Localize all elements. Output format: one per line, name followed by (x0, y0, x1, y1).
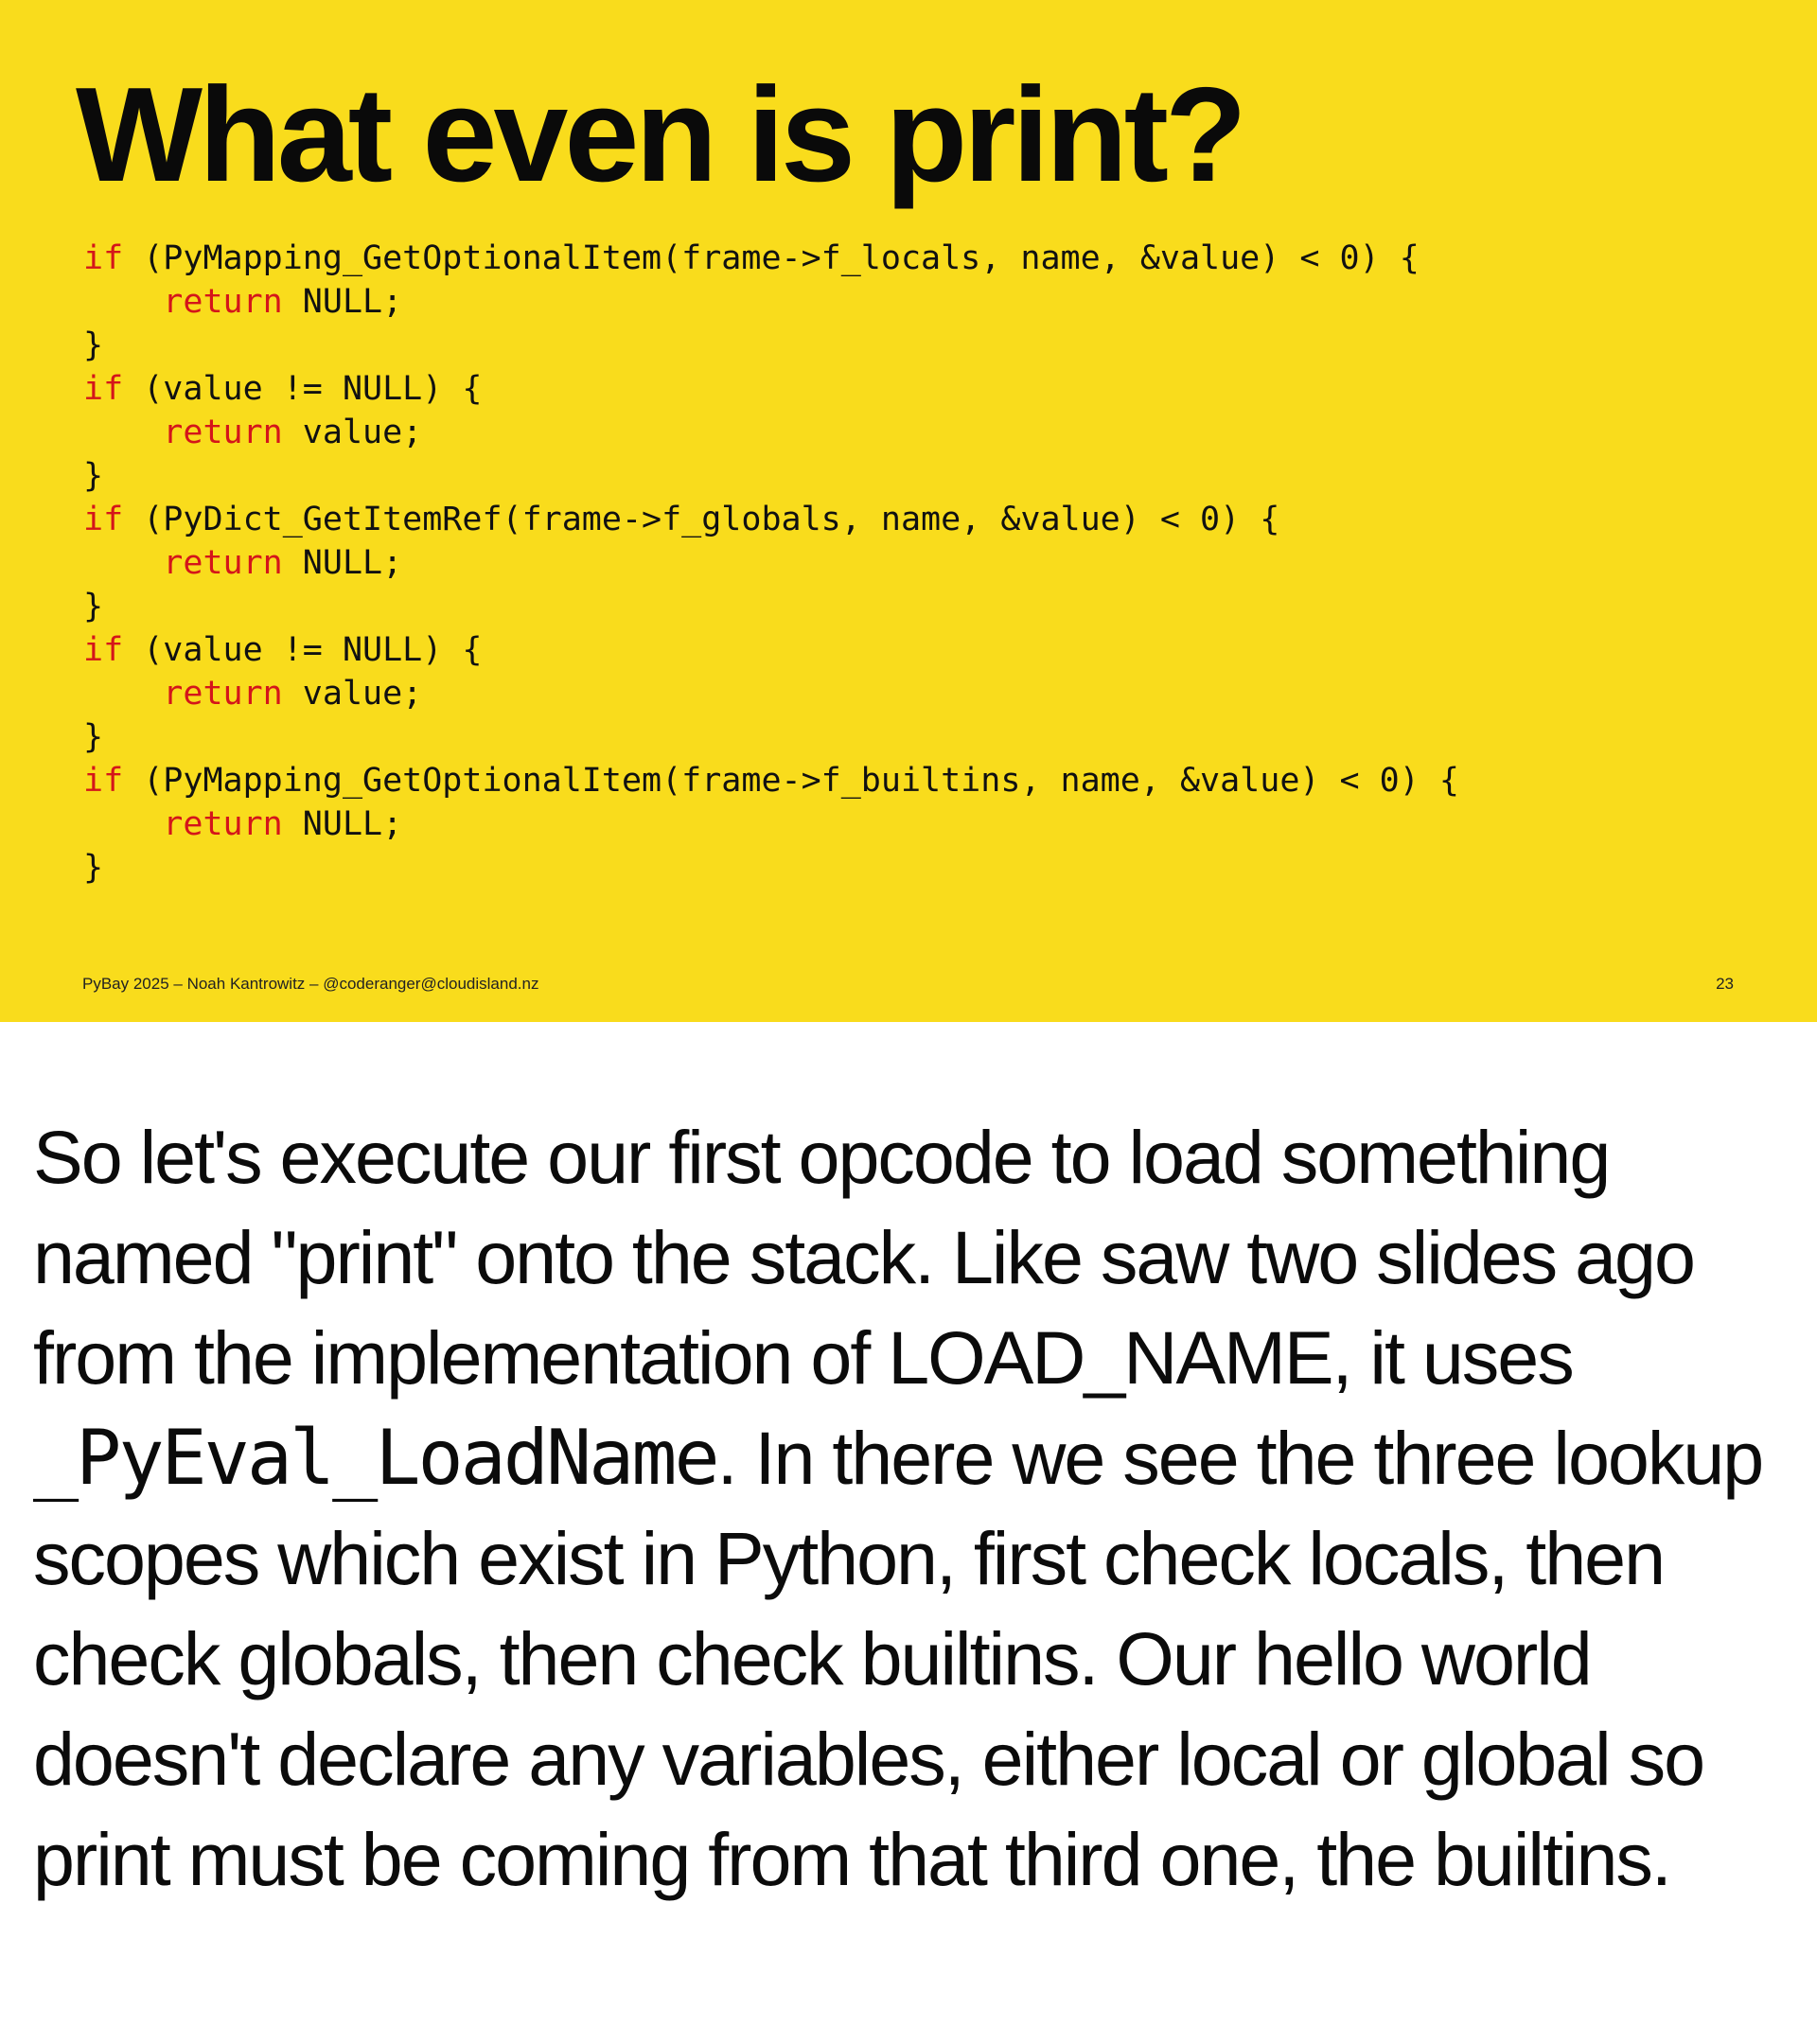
code-keyword: return (163, 283, 283, 321)
code-text: (value != NULL) { (123, 370, 483, 408)
code-text: value; (282, 414, 423, 451)
code-text: } (83, 326, 104, 364)
code-keyword: if (83, 370, 124, 408)
code-text: (PyMapping_GetOptionalItem(frame->f_locals, name, &value) < 0) { (123, 239, 1420, 277)
code-block (83, 237, 1459, 890)
code-text: NULL; (282, 805, 403, 843)
slide-footer: PyBay 2025 – Noah Kantrowitz – @coderanger@cloudisland.nz (82, 975, 539, 993)
code-line (83, 672, 1459, 715)
notes-text-before: So let's execute our first opcode to load something named "print" onto the stack. Like saw two slides ago from the implementation of LOAD_NAME, it uses (33, 1115, 1694, 1400)
code-keyword: return (163, 544, 283, 582)
code-line (83, 367, 1459, 411)
code-line (83, 280, 1459, 324)
code-keyword: if (83, 631, 124, 669)
code-line (83, 324, 1459, 367)
code-keyword: if (83, 501, 124, 538)
code-line (83, 454, 1459, 498)
code-line (83, 628, 1459, 672)
code-text: (value != NULL) { (123, 631, 483, 669)
code-text (83, 414, 163, 451)
notes-inline-code: _PyEval_LoadName (33, 1414, 717, 1502)
code-line (83, 237, 1459, 280)
code-text: } (83, 588, 104, 626)
code-keyword: if (83, 762, 124, 800)
code-text (83, 283, 163, 321)
slide-number: 23 (1716, 975, 1734, 993)
code-keyword: return (163, 414, 283, 451)
code-text: } (83, 849, 104, 887)
code-text (83, 675, 163, 713)
code-text: NULL; (282, 544, 403, 582)
code-line (83, 585, 1459, 628)
code-line (83, 846, 1459, 890)
code-text: NULL; (282, 283, 403, 321)
code-text: value; (282, 675, 423, 713)
code-line (83, 498, 1459, 541)
code-keyword: return (163, 675, 283, 713)
code-line (83, 715, 1459, 759)
code-text: } (83, 718, 104, 756)
notes-text-after: . In there we see the three lookup scopes which exist in Python, first check locals, then check globals, then check builtins. Our hello world doesn't declare any variables, either local or global so print must be coming from that third one, the builtins. (33, 1416, 1763, 1901)
code-text: (PyMapping_GetOptionalItem(frame->f_builtins, name, &value) < 0) { (123, 762, 1459, 800)
code-text (83, 544, 163, 582)
code-keyword: if (83, 239, 124, 277)
code-line (83, 802, 1459, 846)
code-line (83, 411, 1459, 454)
code-line (83, 759, 1459, 802)
code-text (83, 805, 163, 843)
code-keyword: return (163, 805, 283, 843)
code-line (83, 541, 1459, 585)
code-text: } (83, 457, 104, 495)
speaker-notes (33, 1107, 1793, 1910)
code-text: (PyDict_GetItemRef(frame->f_globals, name, &value) < 0) { (123, 501, 1280, 538)
slide-title: What even is print? (76, 60, 1244, 210)
